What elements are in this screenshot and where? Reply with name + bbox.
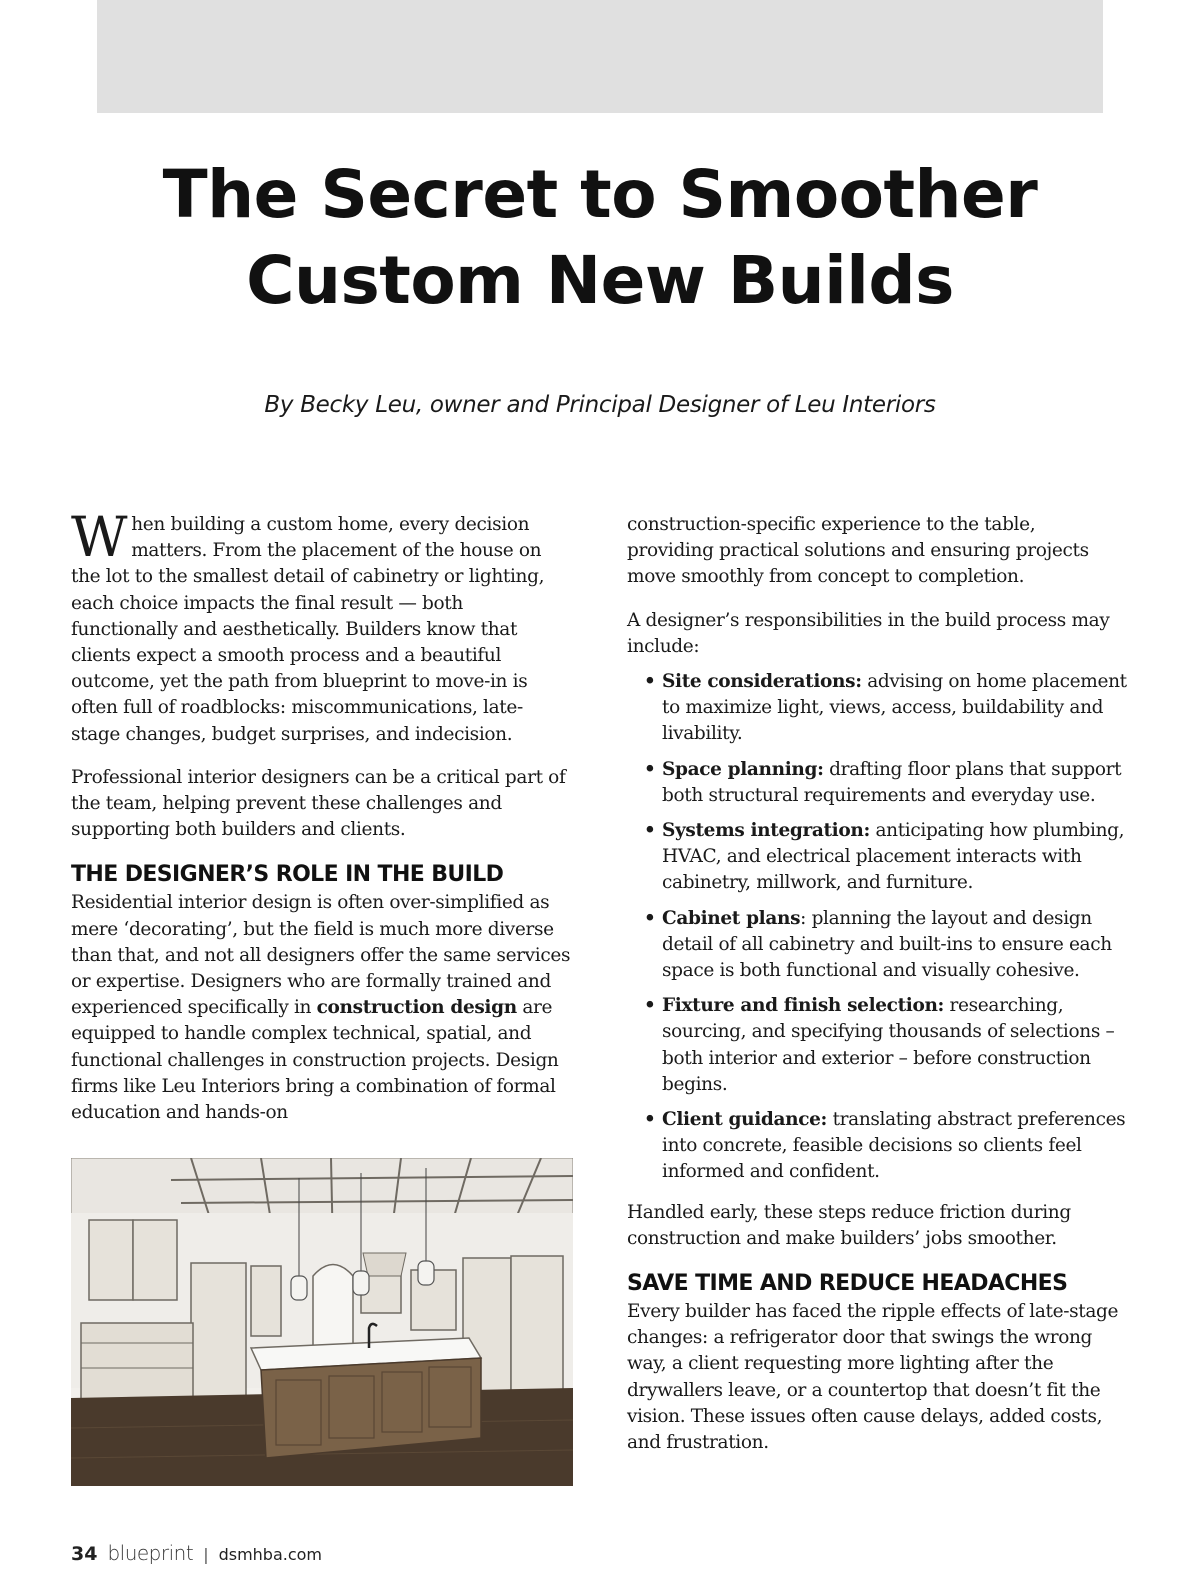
article-title: [0, 152, 1200, 324]
byline: By Becky Leu, owner and Principal Designer of Leu Interiors: [264, 392, 936, 418]
bullet-text: researching, sourcing, and specifying thousands of selections – both interior and exterior – before construction begins.: [662, 995, 1115, 1095]
right-column: [627, 512, 1127, 1473]
title-line-1: The Secret to Smoother: [162, 156, 1038, 233]
paragraph: construction-specific experience to the table, providing practical solutions and ensuring projects move smoothly from concept to completion.: [627, 514, 1089, 588]
bold-term: construction design: [316, 997, 517, 1019]
responsibilities-list: [627, 669, 1127, 1186]
paragraph-text: are equipped to handle complex technical, spatial, and functional challenges in construction projects. Design firms like Leu Interiors bring a combination of formal education and hands-on: [71, 997, 559, 1124]
kitchen-illustration: [71, 1158, 573, 1486]
bullet-text: translating abstract preferences into concrete, feasible decisions so clients feel informed and confident.: [662, 1109, 1126, 1183]
list-item: [635, 757, 1127, 809]
header-banner: [97, 0, 1103, 113]
list-item: [635, 669, 1127, 748]
bullet-term: Space planning:: [662, 758, 824, 780]
paragraph: Handled early, these steps reduce friction during construction and make builders’ jobs smoother.: [627, 1201, 1071, 1249]
list-item: [635, 906, 1127, 985]
page-footer: [71, 1541, 322, 1569]
paragraph: Professional interior designers can be a critical part of the team, helping prevent these challenges and supporting both builders and clients.: [71, 766, 566, 841]
left-column: [71, 505, 571, 1143]
bullet-term: Cabinet plans: [662, 907, 801, 929]
page-number: 34: [71, 1543, 98, 1565]
section-heading: SAVE TIME AND REDUCE HEADACHES: [627, 1271, 1068, 1297]
bullet-text: anticipating how plumbing, HVAC, and electrical placement interacts with cabinetry, millwork, and furniture.: [662, 820, 1125, 894]
intro-paragraph: [71, 505, 571, 748]
list-item: [635, 993, 1127, 1098]
list-item: [635, 818, 1127, 897]
bullet-text: drafting floor plans that support both structural requirements and everyday use.: [662, 758, 1122, 806]
list-item: [635, 1107, 1127, 1186]
bullet-text: advising on home placement to maximize light, views, access, buildability and livability.: [662, 671, 1127, 745]
bullet-term: Site considerations:: [662, 671, 862, 693]
bullet-term: Systems integration:: [662, 820, 870, 842]
paragraph: Every builder has faced the ripple effects of late-stage changes: a refrigerator door that swings the wrong way, a client requesting more lighting after the drywallers leave, or a countertop that doesn’t fit the vision. These issues often cause delays, added costs, and frustration.: [627, 1301, 1119, 1454]
paragraph-text: Residential interior design is often over-simplified as mere ‘decorating’, but the field is much more diverse than that, and not all designers offer the same services or expertise. Designers who are formally trained and experienced specifically in: [71, 892, 571, 1019]
bullet-term: Fixture and finish selection:: [662, 995, 945, 1017]
intro-text: hen building a custom home, every decision matters. From the placement of the house on the lot to the smallest detail of cabinetry or lighting, each choice impacts the final result — both functionally and aesthetically. Builders know that clients expect a smooth process and a beautiful outcome, yet the path from blueprint to move-in is often full of roadblocks: miscommunications, late-stage changes, budget surprises, and indecision.: [71, 514, 545, 745]
bullet-term: Client guidance:: [662, 1109, 828, 1131]
website-link[interactable]: dsmhba.com: [218, 1545, 323, 1564]
paragraph: [71, 890, 571, 1126]
drop-cap: W: [71, 505, 128, 569]
section-heading: THE DESIGNER’S ROLE IN THE BUILD: [71, 862, 504, 888]
paragraph: A designer’s responsibilities in the build process may include:: [627, 609, 1110, 657]
title-line-2: Custom New Builds: [246, 242, 954, 319]
brand-logo: blueprint: [107, 1541, 194, 1565]
footer-separator: |: [203, 1545, 209, 1564]
bullet-text: : planning the layout and design detail of all cabinetry and built-ins to ensure each space is both functional and visually cohesive.: [662, 907, 1112, 982]
kitchen-rendering-image: [71, 1158, 573, 1486]
